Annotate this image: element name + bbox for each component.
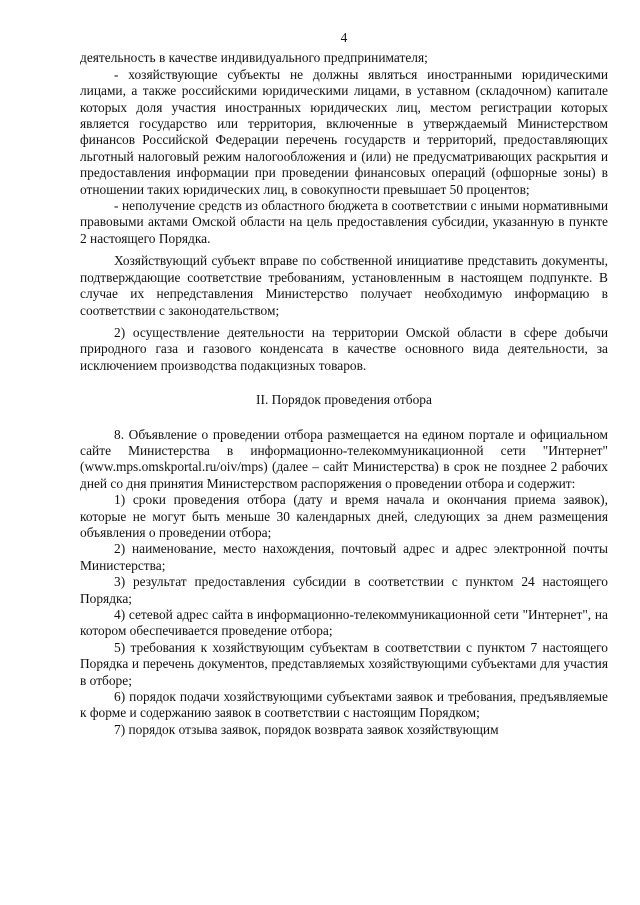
paragraph-documents-initiative: Хозяйствующий субъект вправе по собственной инициативе представить документы, подтверждающие соответствие требованиям, установленным в настоящем подпункте. В случае их непредставления Министерство получает необходимую информацию в соответствии с законодательством; [80,253,608,318]
paragraph-subitem-5: 5) требования к хозяйствующим субъектам в соответствии с пунктом 7 настоящего Порядка и перечень документов, представляемых хозяйствующими субъектами для участия в отборе; [80,639,608,688]
paragraph-subitem-4: 4) сетевой адрес сайта в информационно-телекоммуникационной сети "Интернет", на котором обеспечивается проведение отбора; [80,607,608,639]
section-heading: II. Порядок проведения отбора [256,392,432,408]
paragraph-subitem-3: 3) результат предоставления субсидии в соответствии с пунктом 24 настоящего Порядка; [80,574,608,606]
page-number: 4 [340,30,348,45]
paragraph-no-budget-funds: - неполучение средств из областного бюджета в соответствии с иными нормативными правовыми актами Омской области на цель предоставления субсидии, указанную в пункте 2 настоящего Порядка. [80,198,608,246]
paragraph-activity-territory: 2) осуществление деятельности на территории Омской области в сфере добычи природного газа и газового конденсата в качестве основного вида деятельности, за исключением производства подакцизных товаров. [80,324,608,373]
paragraph-subitem-7: 7) порядок отзыва заявок, порядок возврата заявок хозяйствующим [114,721,499,737]
paragraph-item-8: 8. Объявление о проведении отбора размещается на едином портале и официальном сайте Министерства в информационно-телекоммуникационной сети "Интернет" (www.mps.omskportal.ru/oiv/mps) (далее – сайт Министерства) в срок не позднее 2 рабочих дней со дня принятия Министерством распоряжения о проведении отбора и содержит: [80,426,608,491]
paragraph-subitem-1: 1) сроки проведения отбора (дату и время начала и окончания приема заявок), которые не могут быть меньше 30 календарных дней, следующих за днем размещения объявления о проведении отбора; [80,492,608,540]
paragraph-continuation: деятельность в качестве индивидуального предпринимателя; [80,50,428,66]
paragraph-subitem-2: 2) наименование, место нахождения, почтовый адрес и адрес электронной почты Министерства; [80,541,608,573]
paragraph-subitem-6: 6) порядок подачи хозяйствующими субъектами заявок и требования, предъявляемые к форме и содержанию заявок в соответствии с настоящим Порядком; [80,689,608,721]
paragraph-foreign-entities: - хозяйствующие субъекты не должны являться иностранными юридическими лицами, а также российскими юридическими лицами, в уставном (складочном) капитале которых доля участия иностранных юридических лиц, местом регистрации которых является государство или территория, включенные в утверждаемый Министерством финансов Российской Федерации перечень государств и территорий, предоставляющих льготный налоговый режим налогообложения и (или) не предусматривающих раскрытия и предоставления информации при проведении финансовых операций (офшорные зоны) в отношении таких юридических лиц, в совокупности превышает 50 процентов; [80,66,608,197]
